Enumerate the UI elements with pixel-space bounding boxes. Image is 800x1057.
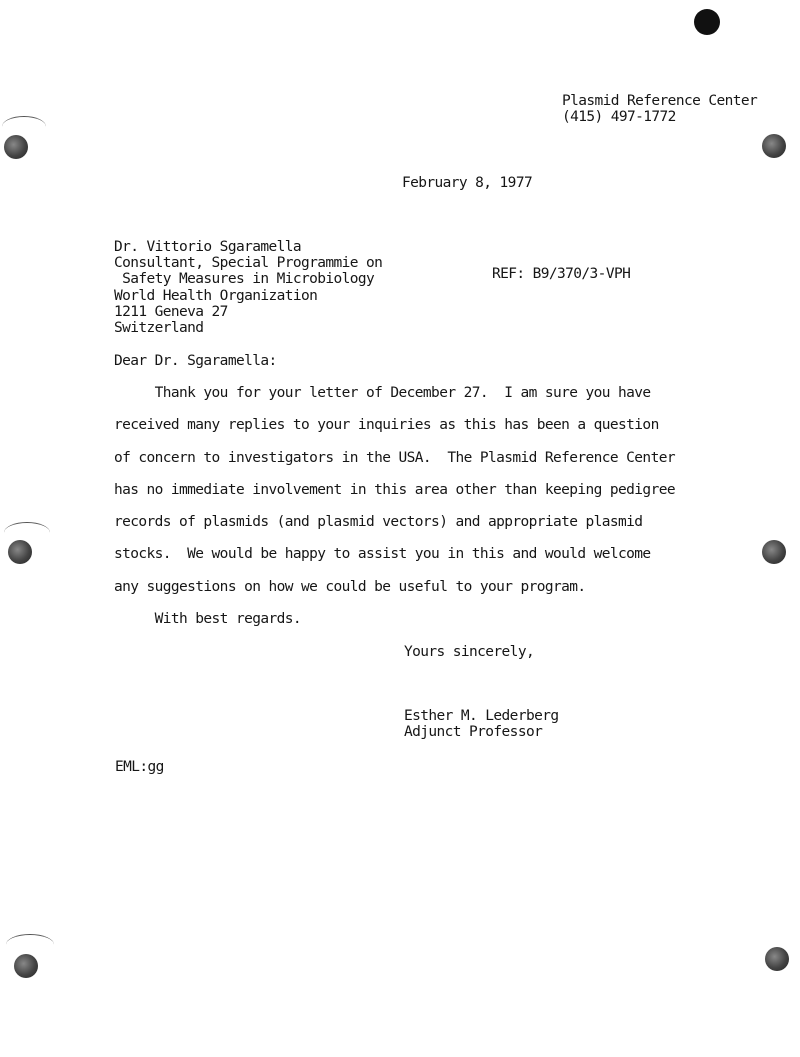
recipient-line: Consultant, Special Programmie on [114,255,383,271]
closing: Yours sincerely, [404,644,535,660]
body-line: has no immediate involvement in this area other than keeping pedigree [114,482,675,498]
punch-hole-left-3 [14,954,38,978]
hole-shadow-arc-1 [2,116,46,137]
signature-title: Adjunct Professor [404,724,543,740]
regards-line: With best regards. [114,611,301,627]
punch-hole-left-1 [4,135,28,159]
letterhead-phone: (415) 497-1772 [562,109,676,125]
punch-hole-right-3 [765,947,789,971]
body-line: Thank you for your letter of December 27. I am sure you have [114,385,651,401]
recipient-line: Dr. Vittorio Sgaramella [114,239,301,255]
body-line: of concern to investigators in the USA. The Plasmid Reference Center [114,450,675,466]
body-line: stocks. We would be happy to assist you in this and would welcome [114,546,651,562]
recipient-line: Safety Measures in Microbiology [114,271,375,287]
punch-hole-right-1 [762,134,786,158]
letterhead-organization: Plasmid Reference Center [562,93,758,109]
body-line: any suggestions on how we could be useful to your program. [114,579,586,595]
hole-shadow-arc-2 [4,522,50,543]
recipient-line: World Health Organization [114,288,318,304]
signature-name: Esther M. Lederberg [404,708,559,724]
typist-initials: EML:gg [115,759,164,775]
punch-hole-right-2 [762,540,786,564]
recipient-line: Switzerland [114,320,204,336]
reference-number: REF: B9/370/3-VPH [492,266,631,282]
hole-shadow-arc-3 [6,934,54,955]
punch-hole-left-2 [8,540,32,564]
punch-hole-top-right [694,9,720,35]
letter-date: February 8, 1977 [402,175,533,191]
salutation: Dear Dr. Sgaramella: [114,353,277,369]
body-line: received many replies to your inquiries as this has been a question [114,417,659,433]
recipient-line: 1211 Geneva 27 [114,304,228,320]
body-line: records of plasmids (and plasmid vectors) and appropriate plasmid [114,514,643,530]
